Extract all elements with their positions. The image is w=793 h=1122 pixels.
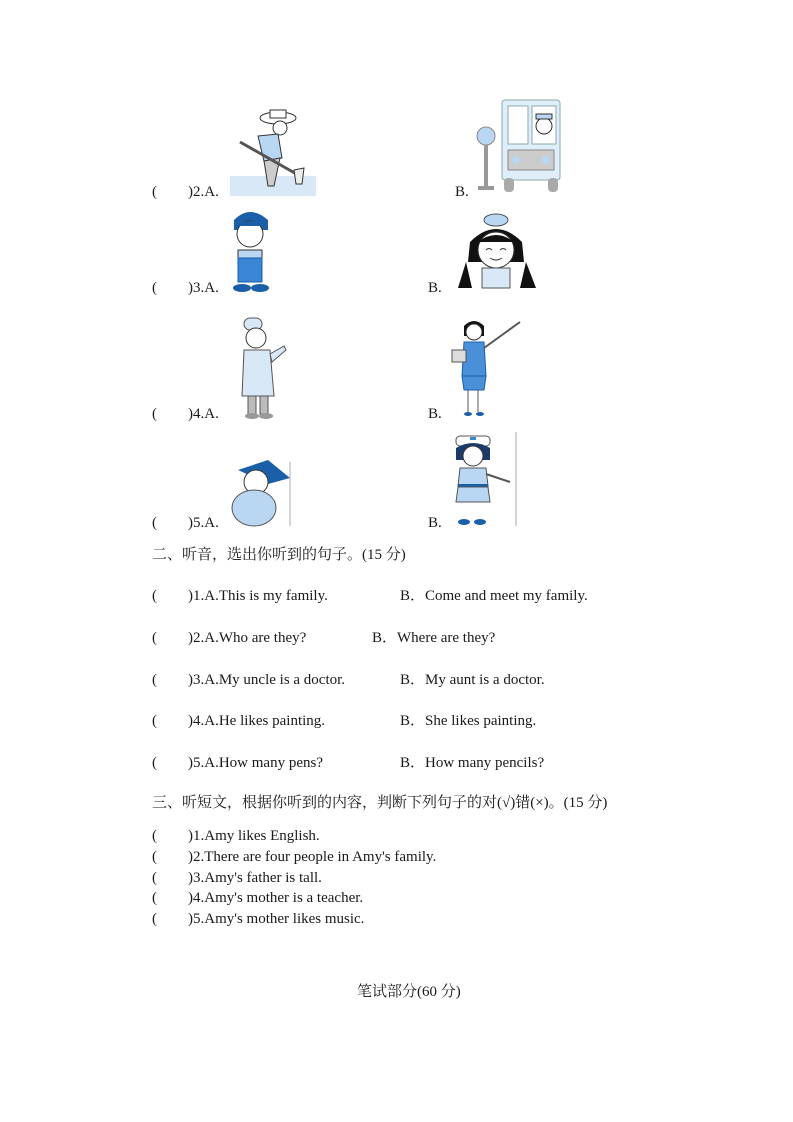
answer-blank[interactable]: ( xyxy=(152,890,157,906)
statement-text: )5.Amy's mother likes music. xyxy=(188,911,365,927)
question-row-5 xyxy=(152,514,219,532)
option-b: B．How many pencils? xyxy=(400,755,545,771)
doctor-image xyxy=(232,314,292,420)
question-label: )5.A. xyxy=(188,515,219,531)
question-row-4 xyxy=(152,405,219,423)
section-3-heading: 三、听短文，根据你听到的内容，判断下列句子的对(√)错(×)。(15 分) xyxy=(152,795,608,811)
statement-text: )3.Amy's father is tall. xyxy=(188,870,322,886)
question-row-2 xyxy=(152,183,219,201)
written-part-title: 笔试部分(60 分) xyxy=(357,984,461,1000)
answer-blank[interactable]: ( xyxy=(152,755,157,771)
answer-blank[interactable]: ( xyxy=(152,588,157,604)
statement-row xyxy=(152,869,322,887)
answer-blank[interactable]: ( xyxy=(152,515,157,531)
question-label: )2.A. xyxy=(188,184,219,200)
statement-row xyxy=(152,889,363,907)
answer-blank[interactable]: ( xyxy=(152,713,157,729)
boy-image xyxy=(228,208,274,294)
statement-row xyxy=(152,827,320,845)
question-row xyxy=(152,587,328,605)
option-a: )3.A.My uncle is a doctor. xyxy=(188,672,346,688)
option-b: B．My aunt is a doctor. xyxy=(400,672,545,688)
answer-blank[interactable]: ( xyxy=(152,828,157,844)
option-b-label: B. xyxy=(455,184,469,200)
answer-blank[interactable]: ( xyxy=(152,280,157,296)
bus-driver-image xyxy=(474,98,564,196)
section-2-heading: 二、听音，选出你听到的句子。(15 分) xyxy=(152,547,406,563)
option-b: B．She likes painting. xyxy=(400,713,537,729)
option-b: B．Come and meet my family. xyxy=(400,588,588,604)
question-row xyxy=(152,629,306,647)
question-row-3 xyxy=(152,279,219,297)
statement-row xyxy=(152,848,436,866)
statement-text: )4.Amy's mother is a teacher. xyxy=(188,890,364,906)
statement-text: )1.Amy likes English. xyxy=(188,828,320,844)
question-row xyxy=(152,754,323,772)
question-row xyxy=(152,671,345,689)
option-a: )4.A.He likes painting. xyxy=(188,713,326,729)
answer-blank[interactable]: ( xyxy=(152,911,157,927)
answer-blank[interactable]: ( xyxy=(152,406,157,422)
statement-row xyxy=(152,910,364,928)
option-a: )1.A.This is my family. xyxy=(188,588,328,604)
answer-blank[interactable]: ( xyxy=(152,870,157,886)
girl-image xyxy=(452,212,538,290)
answer-blank[interactable]: ( xyxy=(152,672,157,688)
option-b-label: B. xyxy=(428,280,442,296)
teacher-image xyxy=(450,314,522,418)
question-label: )3.A. xyxy=(188,280,219,296)
farmer-hoeing-image xyxy=(230,106,316,196)
statement-text: )2.There are four people in Amy's family. xyxy=(188,849,437,865)
question-label: )4.A. xyxy=(188,406,219,422)
answer-blank[interactable]: ( xyxy=(152,849,157,865)
answer-blank[interactable]: ( xyxy=(152,184,157,200)
option-a: )5.A.How many pens? xyxy=(188,755,323,771)
option-a: )2.A.Who are they? xyxy=(188,630,307,646)
nurse-image xyxy=(448,430,520,528)
option-b-label: B. xyxy=(428,515,442,531)
option-b-label: B. xyxy=(428,406,442,422)
question-row xyxy=(152,712,325,730)
baby-image xyxy=(228,460,292,528)
answer-blank[interactable]: ( xyxy=(152,630,157,646)
option-b: B．Where are they? xyxy=(372,630,496,646)
